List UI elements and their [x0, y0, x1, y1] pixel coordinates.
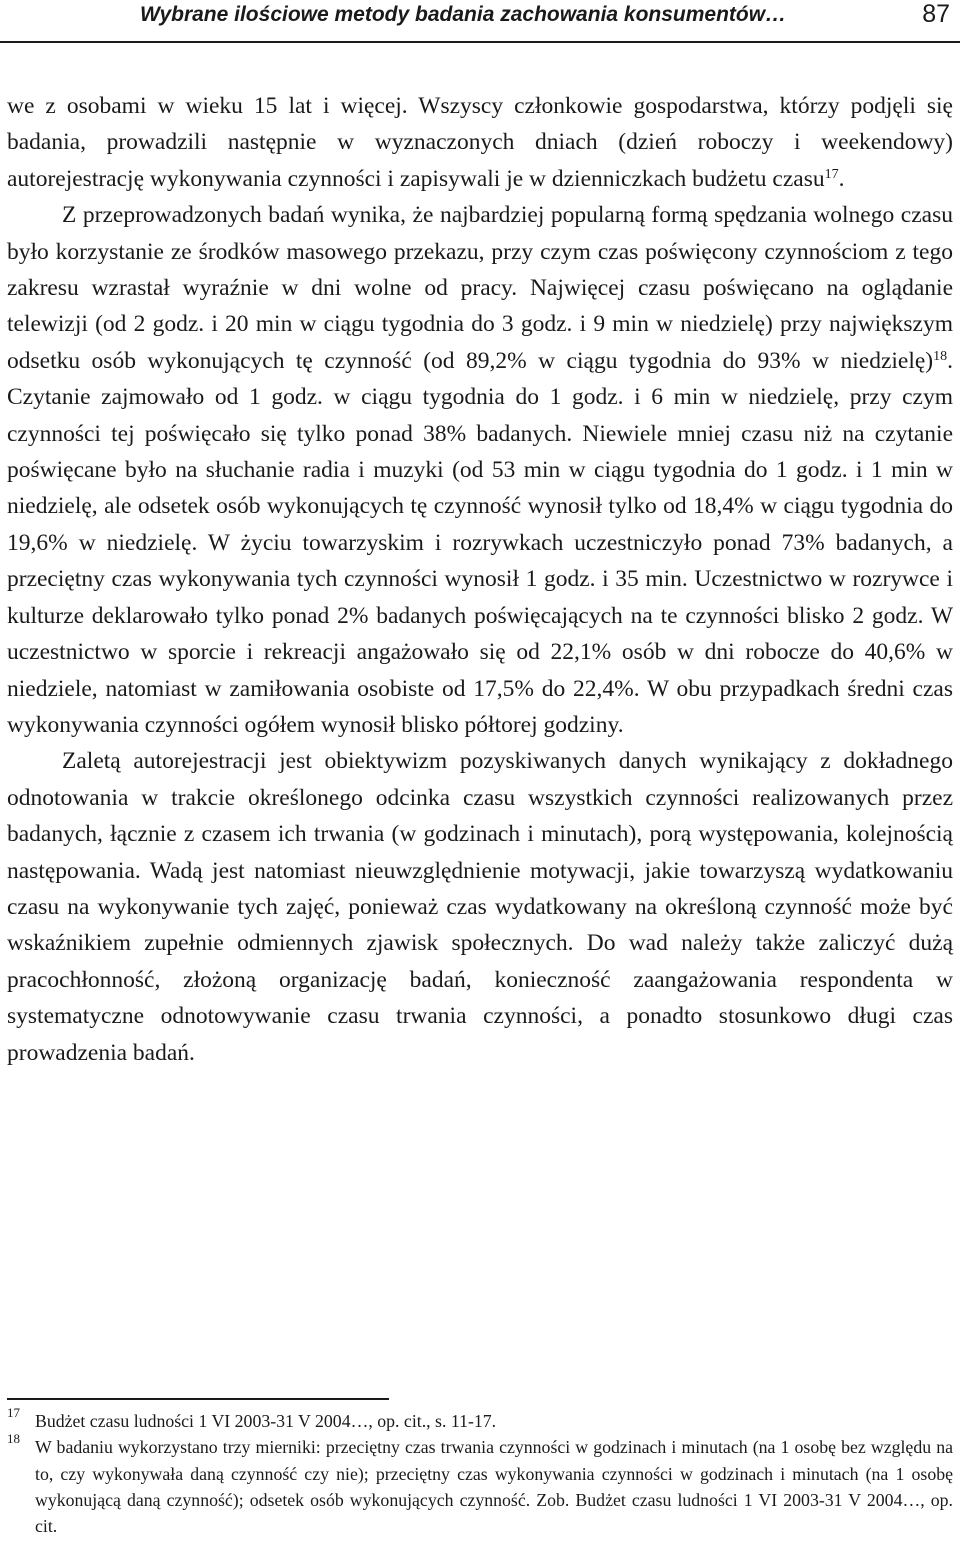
footnote-17 — [7, 1405, 953, 1434]
footnote-ref-18: 18 — [933, 348, 948, 364]
page-number: 87 — [922, 0, 950, 28]
paragraph-2 — [7, 197, 953, 743]
main-text — [7, 88, 953, 1071]
paragraph-1-text: we z osobami w wieku 15 lat i więcej. Wszyscy członkowie gospodarstwa, którzy podjęli się badania, prowadzili następnie w wyznaczonych dniach (dzień roboczy i weekendowy) autorejestrację wykonywania czynności i zapisywali je w dzienniczkach budżetu czasu — [7, 93, 953, 192]
footnote-ref-17: 17 — [824, 166, 839, 182]
paragraph-2-text-b: . Czytanie zajmowało od 1 godz. w ciągu tygodnia do 1 godz. i 6 min w niedzielę, przy czym czynności tej poświęcało się tylko ponad 38% badanych. Niewiele mniej czasu niż na czytanie poświęcane było na słuchanie radia i muzyki (od 53 min w ciągu tygodnia do 1 godz. i 1 min w niedzielę, ale odsetek osób wykonujących tę czynność wynosił tylko od 18,4% w ciągu tygodnia do 19,6% w niedzielę. W życiu towarzyskim i rozrywkach uczestniczyło ponad 73% badanych, a przeciętny czas wykonywania tych czynności wynosił 1 godz. i 35 min. Uczestnictwo w rozrywce i kulturze deklarowało tylko ponad 2% badanych poświęcających na te czynności blisko 2 godz. W uczestnictwo w sporcie i rekreacji angażowało się od 22,1% osób w dni robocze do 40,6% w niedziele, natomiast w zamiłowania osobiste od 17,5% do 22,4%. W obu przypadkach średni czas wykonywania czynności ogółem wynosił blisko półtorej godziny. — [7, 347, 953, 738]
footnotes — [7, 1405, 953, 1539]
running-title: Wybrane ilościowe metody badania zachowania konsumentów… — [140, 3, 787, 26]
paragraph-1 — [7, 88, 953, 197]
footnote-number: 18 — [7, 1431, 20, 1447]
footnote-18 — [7, 1431, 953, 1539]
footnote-text: Budżet czasu ludności 1 VI 2003-31 V 2004…, op. cit., s. 11-17. — [35, 1411, 497, 1431]
paragraph-3: Zaletą autorejestracji jest obiektywizm pozyskiwanych danych wynikający z dokładnego odnotowania w trakcie określonego odcinka czasu wszystkich czynności realizowanych przez badanych, łącznie z czasem ich trwania (w godzinach i minutach), porą występowania, kolejnością następowania. Wadą jest natomiast nieuwzględnienie motywacji, jakie towarzyszą wydatkowaniu czasu na wykonywanie tych zajęć, ponieważ czas wydatkowany na określoną czynność może być wskaźnikiem zupełnie odmiennych zjawisk społecznych. Do wad należy także zaliczyć dużą pracochłonność, złożoną organizację badań, konieczność zaangażowania respondenta w systematyczne odnotowywanie czasu trwania czynności, a ponadto stosunkowo długi czas prowadzenia badań. — [7, 748, 953, 1066]
footnote-number: 17 — [7, 1405, 20, 1420]
paragraph-1-tail: . — [838, 165, 845, 192]
footnote-text: W badaniu wykorzystano trzy mierniki: przeciętny czas trwania czynności w godzinach i minutach (na 1 osobę bez względu na to, czy wykonywała daną czynność czy nie); przeciętny czas wykonywania czynności w godzinach i minutach (na 1 osobę wykonującą daną czynność); odsetek osób wykonujących czynność. Zob. Budżet czasu ludności 1 VI 2003-31 V 2004…, op. cit. — [35, 1437, 953, 1537]
paragraph-2-text-a: Z przeprowadzonych badań wynika, że najbardziej popularną formą spędzania wolnego czasu było korzystanie ze środków masowego przekazu, przy czym czas poświęcony czynnościom z tego zakresu wzrastał wyraźnie w dni wolne od pracy. Najwięcej czasu poświęcano na oglądanie telewizji (od 2 godz. i 20 min w ciągu tygodnia do 3 godz. i 9 min w niedzielę) przy największym odsetku osób wykonujących tę czynność (od 89,2% w ciągu tygodnia do 93% w niedzielę) — [7, 202, 953, 374]
header-rule — [0, 41, 960, 43]
footnote-rule — [7, 1398, 389, 1400]
page-header — [0, 0, 960, 44]
